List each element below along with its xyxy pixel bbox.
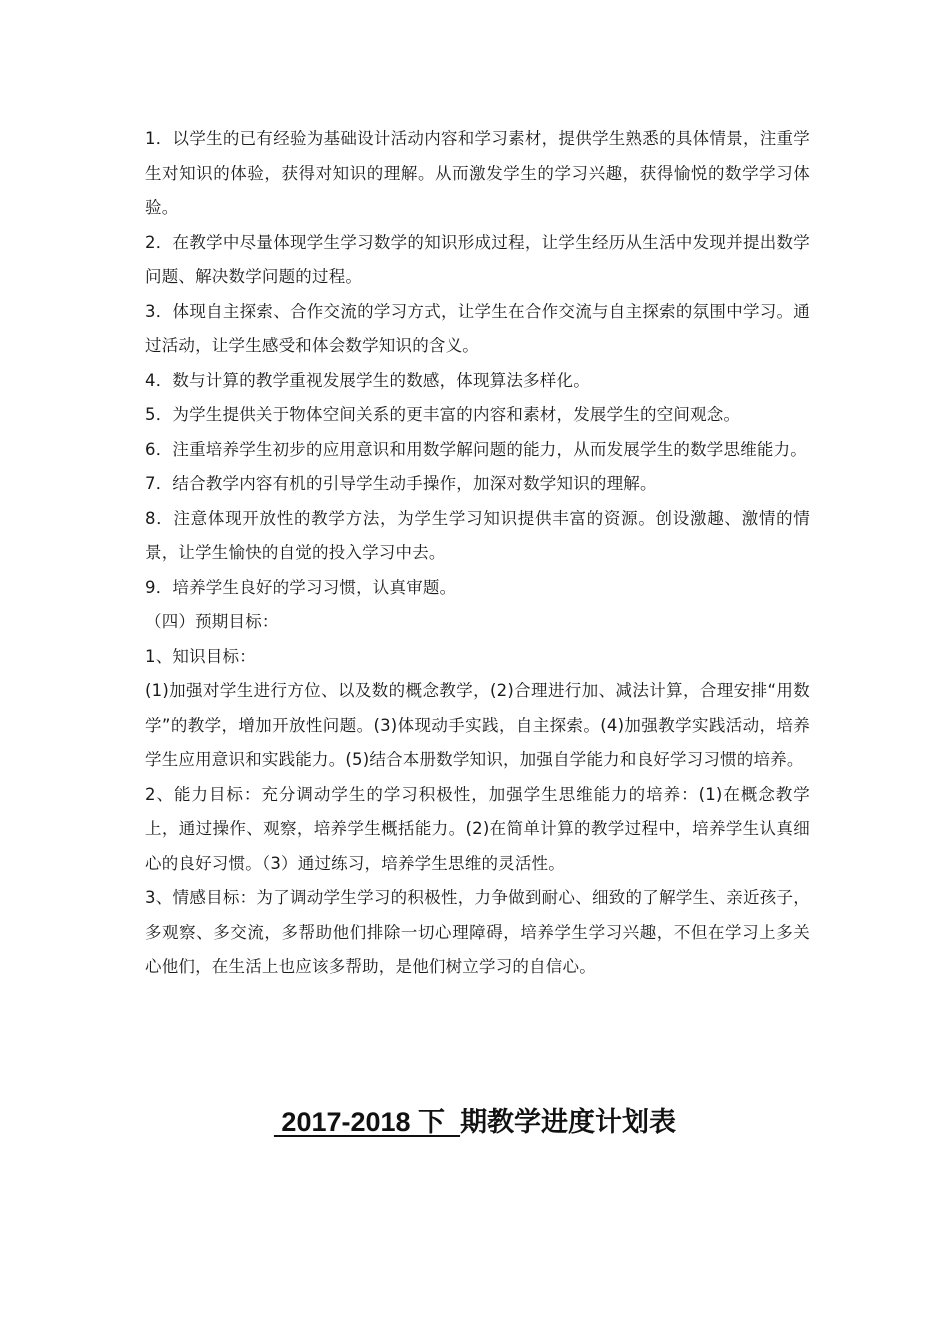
paragraph-3: 3．体现自主探索、合作交流的学习方式，让学生在合作交流与自主探索的氛围中学习。通过活动，让学生感受和体会数学知识的含义。 — [145, 301, 810, 355]
document-body — [145, 122, 810, 985]
paragraph-emotion-goals: 3、情感目标：为了调动学生学习的积极性，力争做到耐心、细致的了解学生、亲近孩子，多观察、多交流，多帮助他们排除一切心理障碍，培养学生学习兴趣，不但在学习上多关心他们，在生活上也应该多帮助，是他们树立学习的自信心。 — [145, 888, 810, 976]
paragraph-ability-goals: 2、能力目标：充分调动学生的学习积极性，加强学生思维能力的培养：(1)在概念教学上，通过操作、观察，培养学生概括能力。(2)在简单计算的教学过程中，培养学生认真细心的良好习惯。（3）通过练习，培养学生思维的灵活性。 — [145, 784, 810, 873]
paragraph-knowledge-goals: (1)加强对学生进行方位、以及数的概念教学，(2)合理进行加、减法计算，合理安排“用数学”的教学，增加开放性问题。(3)体现动手实践，自主探索。(4)加强教学实践活动，培养学生应用意识和实践能力。(5)结合本册数学知识，加强自学能力和良好学习习惯的培养。 — [145, 681, 810, 769]
paragraph-7: 7．结合教学内容有机的引导学生动手操作，加深对数学知识的理解。 — [145, 474, 657, 493]
section-heading-expected-goals: （四）预期目标： — [145, 612, 279, 631]
paragraph-9: 9．培养学生良好的学习习惯，认真审题。 — [145, 577, 457, 597]
paragraph-1: 1．以学生的已有经验为基础设计活动内容和学习素材，提供学生熟悉的具体情景，注重学生对知识的体验，获得对知识的理解。从而激发学生的学习兴趣，获得愉悦的数学学习体验。 — [145, 129, 810, 217]
subheading-knowledge-goals: 1、知识目标： — [145, 646, 256, 666]
paragraph-4: 4．数与计算的教学重视发展学生的数感，体现算法多样化。 — [145, 370, 590, 390]
schedule-title-term: 2017-2018 下 — [273, 1107, 461, 1137]
schedule-title — [0, 1100, 950, 1144]
paragraph-2: 2．在教学中尽量体现学生学习数学的知识形成过程，让学生经历从生活中发现并提出数学问题、解决数学问题的过程。 — [145, 232, 810, 286]
paragraph-5: 5．为学生提供关于物体空间关系的更丰富的内容和素材，发展学生的空间观念。 — [145, 405, 741, 424]
schedule-title-text: 期教学进度计划表 — [460, 1107, 677, 1137]
paragraph-8: 8．注意体现开放性的教学方法，为学生学习知识提供丰富的资源。创设激趣、激情的情景，让学生愉快的自觉的投入学习中去。 — [145, 508, 810, 562]
paragraph-6: 6．注重培养学生初步的应用意识和用数学解问题的能力，从而发展学生的数学思维能力。 — [145, 439, 807, 459]
